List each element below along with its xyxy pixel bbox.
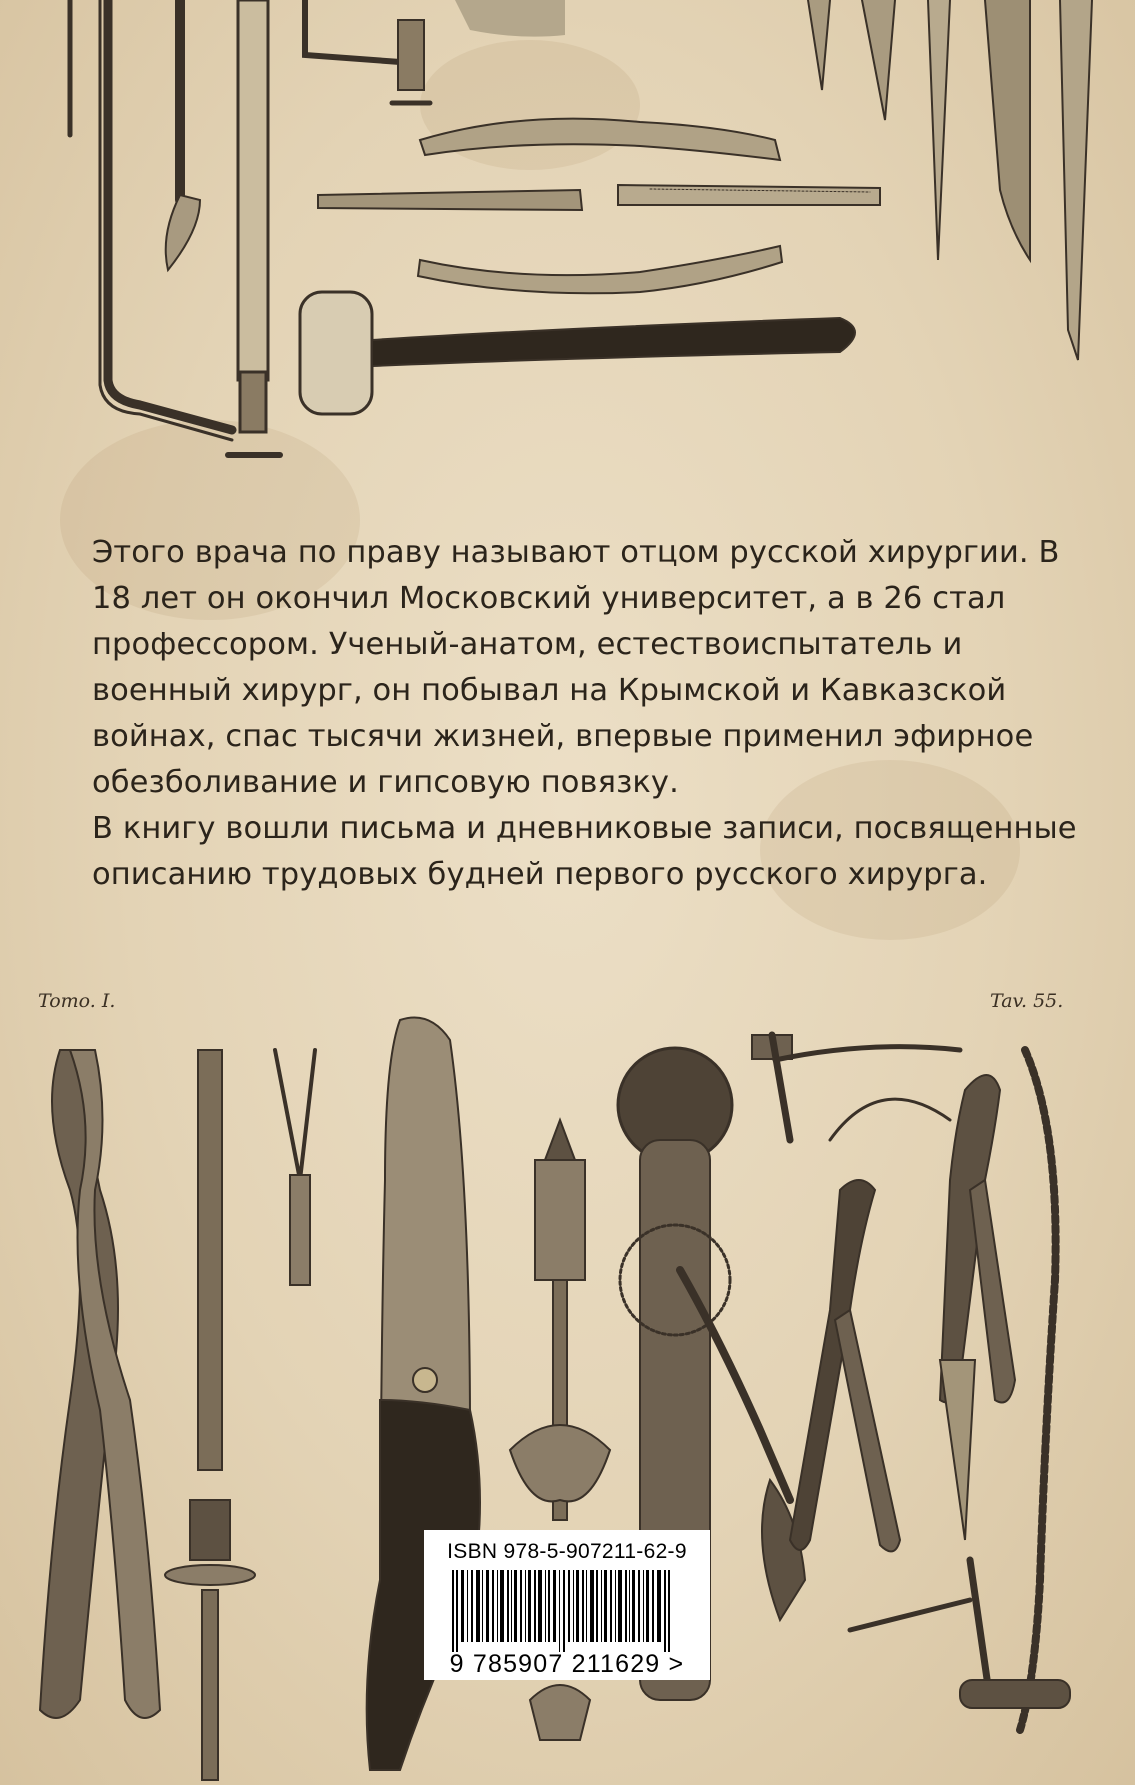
description-paragraph-1: Этого врача по праву называют отцом русской хирургии. В 18 лет он окончил Московский университет, а в 26 стал профессором. Ученый-анатом, естествоиспытатель и военный хирург, он побывал на Крымской и Кавказской войнах, спас тысячи жизней, впервые применил эфирное обезболивание и гипсовую повязку. <box>92 535 1060 800</box>
description-paragraph-2: В книгу вошли письма и дневниковые записи, посвященные описанию трудовых будней первого русского хирурга. <box>92 811 1077 892</box>
gouge-chisel <box>420 119 780 160</box>
curved-gouge <box>418 246 782 293</box>
mallet-handle <box>372 318 855 366</box>
barcode-bars <box>434 1570 700 1652</box>
plate-volume-label: Tomo. I. <box>38 990 116 1012</box>
scissors <box>940 1360 975 1540</box>
trephine-rod <box>198 1050 222 1470</box>
hand-drill <box>535 1160 585 1280</box>
book-description <box>92 530 1082 898</box>
rasp <box>618 185 880 205</box>
chain-saw-chain <box>1020 1050 1056 1730</box>
t-handle <box>960 1680 1070 1708</box>
amputation-blade <box>985 0 1030 260</box>
bow-saw-frame <box>108 0 232 430</box>
isbn-label: ISBN 978-5-907211-62-9 <box>447 1540 687 1563</box>
mallet-head <box>300 292 372 414</box>
surgical-tools-engraving-top <box>0 0 1135 480</box>
isbn-digits: 9 785907 211629 > <box>449 1650 685 1678</box>
saw-blade <box>238 0 268 380</box>
isbn-barcode <box>424 1530 710 1680</box>
scalpel-blade <box>928 0 950 260</box>
long-knife <box>1060 0 1092 360</box>
flat-chisel <box>318 190 582 210</box>
plate-number-label: Tav. 55. <box>990 990 1064 1012</box>
forceps <box>275 1050 315 1180</box>
